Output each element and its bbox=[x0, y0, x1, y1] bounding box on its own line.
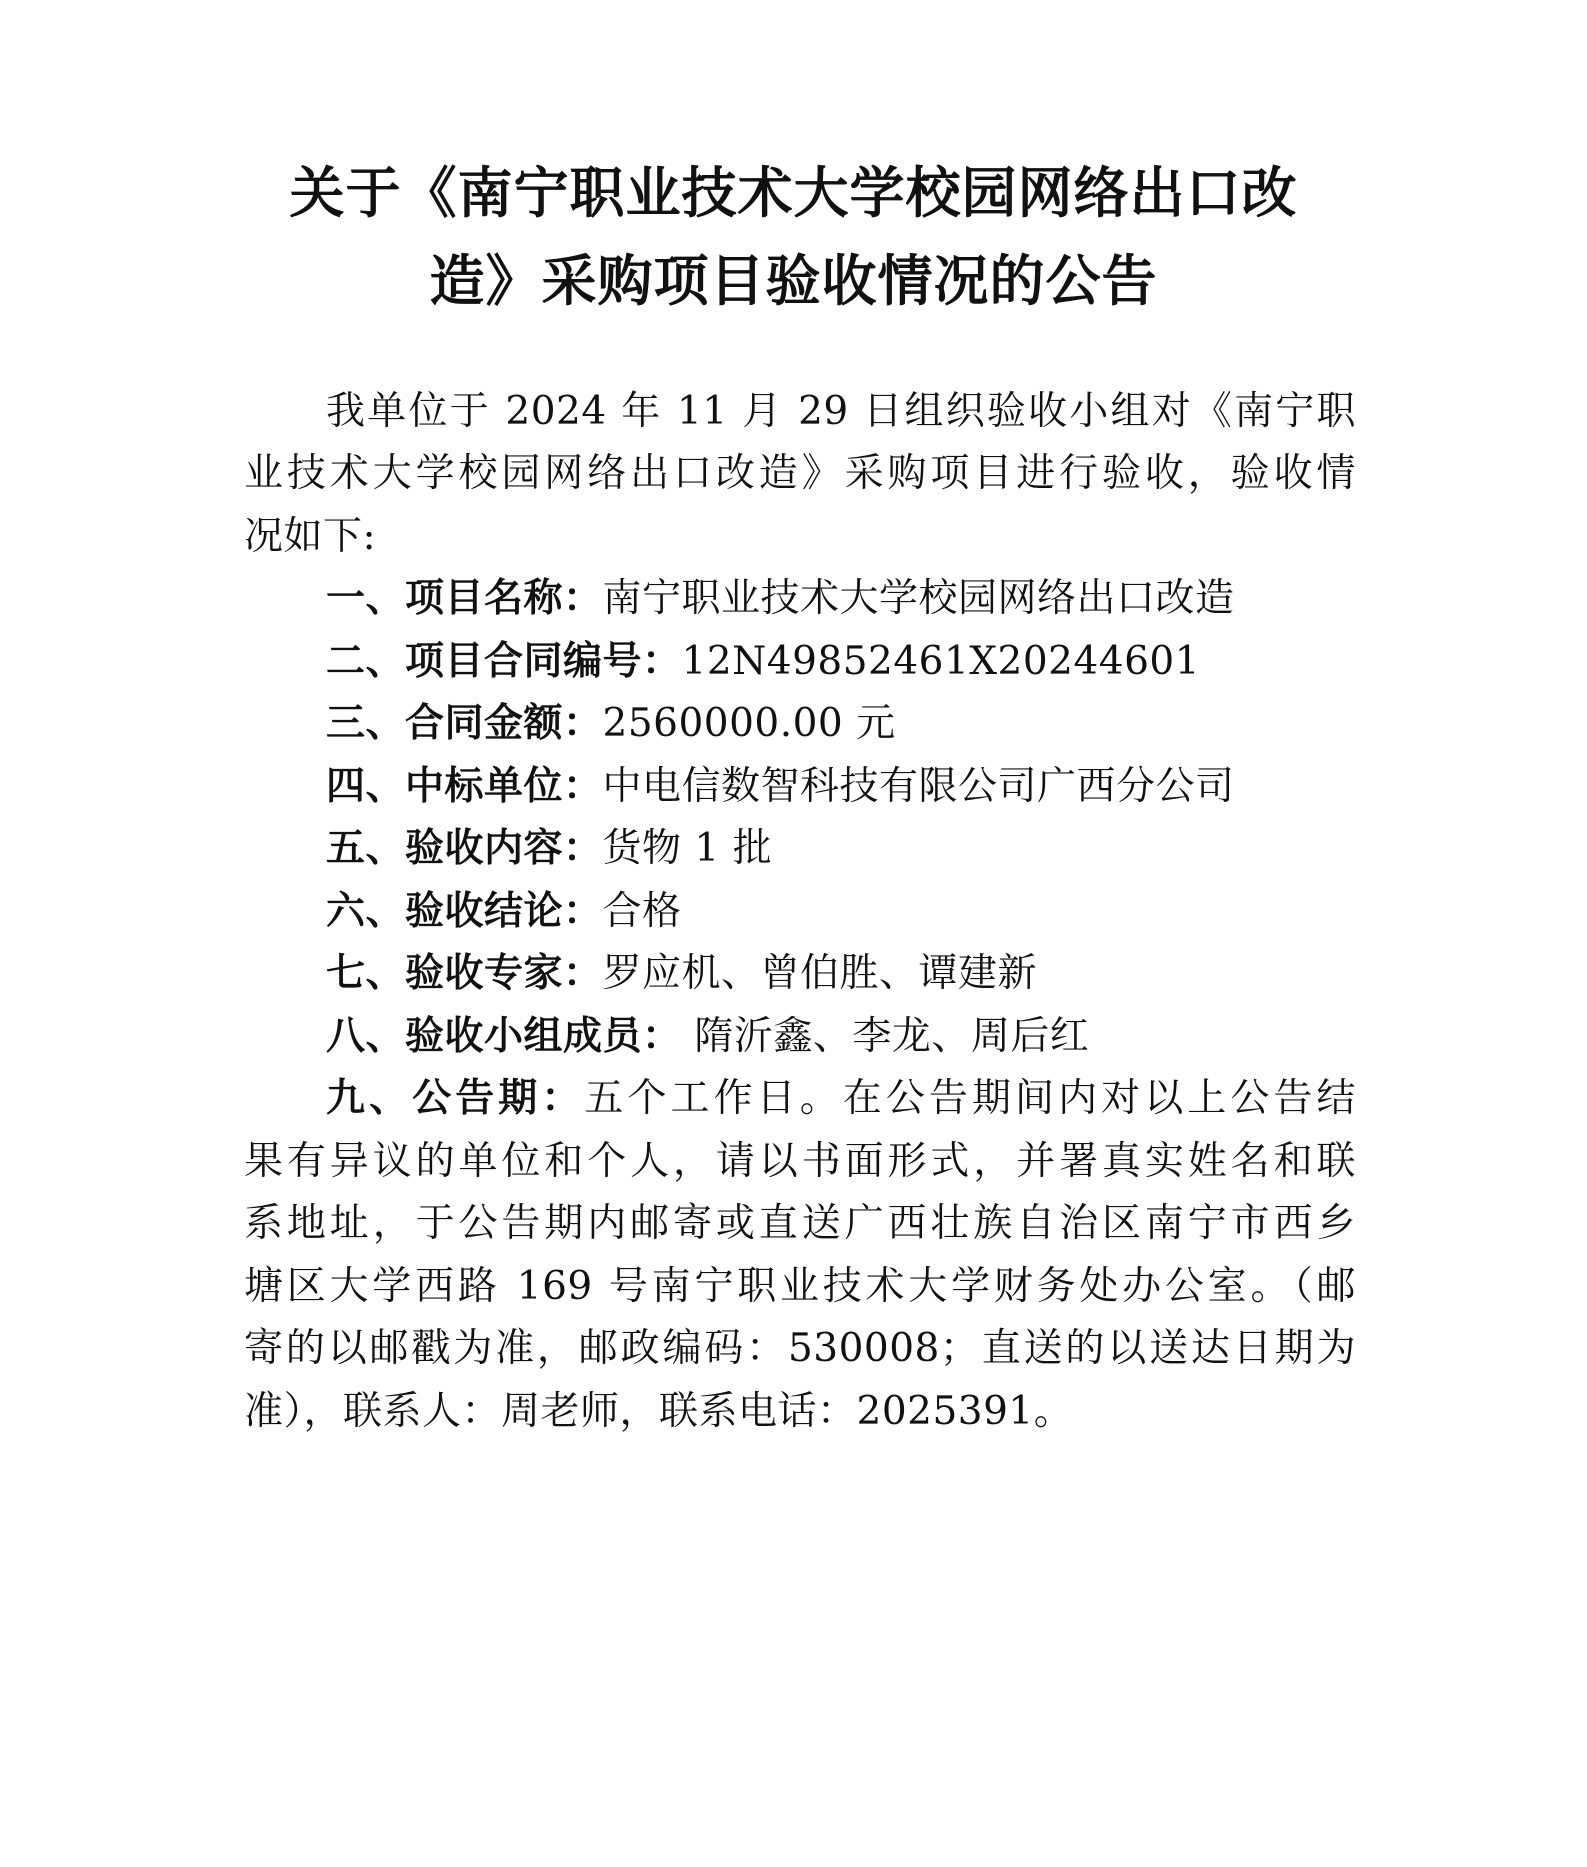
item-label: 二、项目合同编号： bbox=[326, 639, 682, 684]
item-label: 三、合同金额： bbox=[326, 701, 603, 746]
notice-line-3: 系地址，于公告期内邮寄或直送广西壮族自治区南宁市西乡 bbox=[244, 1201, 1356, 1246]
notice-line-2: 果有异议的单位和个人，请以书面形式，并署真实姓名和联 bbox=[244, 1139, 1356, 1184]
item-value: 隋沂鑫、李龙、周后红 bbox=[681, 1014, 1090, 1059]
notice-line-4: 塘区大学西路 169 号南宁职业技术大学财务处办公室。（邮 bbox=[244, 1264, 1356, 1309]
item-winning-bidder bbox=[326, 759, 1438, 815]
item-value: 货物 1 批 bbox=[602, 826, 773, 871]
item-label: 五、验收内容： bbox=[326, 826, 603, 871]
item-value: 罗应机、曾伯胜、谭建新 bbox=[602, 951, 1038, 996]
item-value: 2560000.00 元 bbox=[602, 701, 896, 746]
document-title-line-1: 关于《南宁职业技术大学校园网络出口改 bbox=[289, 160, 1298, 225]
item-value: 合格 bbox=[602, 889, 682, 934]
notice-line-5: 寄的以邮戳为准，邮政编码：530008；直送的以送达日期为 bbox=[244, 1326, 1356, 1371]
item-label: 一、项目名称： bbox=[326, 576, 603, 621]
item-acceptance-conclusion bbox=[326, 884, 1438, 940]
item-label: 八、验收小组成员： bbox=[326, 1014, 682, 1059]
intro-line-2: 业技术大学校园网络出口改造》采购项目进行验收，验收情 bbox=[244, 451, 1356, 496]
item-label: 四、中标单位： bbox=[326, 764, 603, 809]
item-acceptance-content bbox=[326, 821, 1438, 877]
item-team-members bbox=[326, 1009, 1438, 1065]
intro-line-1: 我单位于 2024 年 11 月 29 日组织验收小组对《南宁职 bbox=[326, 389, 1356, 434]
item-label: 六、验收结论： bbox=[326, 889, 603, 934]
item-value: 12N49852461X20244601 bbox=[681, 639, 1201, 684]
item-project-name bbox=[326, 571, 1438, 627]
notice-label: 九、公告期： bbox=[326, 1076, 585, 1121]
item-label: 七、验收专家： bbox=[326, 951, 603, 996]
notice-line-6: 准），联系人：周老师，联系电话：2025391。 bbox=[244, 1389, 1074, 1434]
item-contract-amount bbox=[326, 696, 1438, 752]
item-contract-number bbox=[326, 634, 1438, 690]
intro-line-3: 况如下: bbox=[244, 514, 377, 559]
item-acceptance-experts bbox=[326, 946, 1438, 1002]
item-value: 南宁职业技术大学校园网络出口改造 bbox=[602, 576, 1235, 621]
item-value: 中电信数智科技有限公司广西分公司 bbox=[602, 764, 1235, 809]
notice-text: 五个工作日。在公告期间内对以上公告结 bbox=[584, 1076, 1356, 1121]
document-title-line-2: 造》采购项目验收情况的公告 bbox=[429, 248, 1158, 313]
notice-line-1 bbox=[326, 1071, 1356, 1127]
